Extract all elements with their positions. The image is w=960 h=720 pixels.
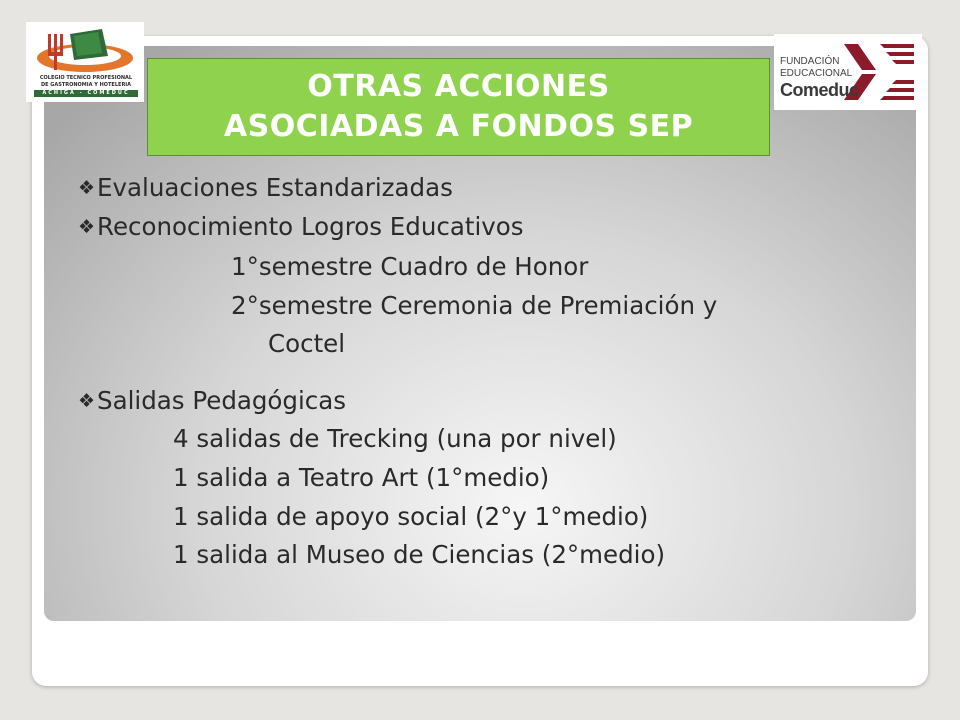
slide-title-line2: ASOCIADAS A FONDOS SEP xyxy=(223,109,694,144)
bullet-item xyxy=(78,212,524,241)
sub-item: Coctel xyxy=(268,329,346,358)
foundation-logo xyxy=(774,34,922,110)
foundation-logo-line1: FUNDACIÓN xyxy=(780,56,840,67)
school-logo xyxy=(26,22,144,102)
bullet-text: Salidas Pedagógicas xyxy=(97,386,347,415)
foundation-logo-line2: EDUCACIONAL xyxy=(780,68,853,79)
school-logo-line3: ACHIGA - COMEDUC xyxy=(34,90,138,97)
diamond-bullet-icon: ❖ xyxy=(78,390,96,412)
diamond-bullet-icon: ❖ xyxy=(78,216,96,238)
foundation-logo-line3: Comeduc xyxy=(780,80,859,100)
school-logo-graphic xyxy=(32,26,138,76)
school-logo-line2: DE GASTRONOMIA Y HOTELERIA xyxy=(40,82,132,88)
sub-item: 2°semestre Ceremonia de Premiación y xyxy=(231,291,718,320)
slide-title-line1: OTRAS ACCIONES xyxy=(307,69,610,104)
slide-title-box xyxy=(147,58,770,156)
bullet-item xyxy=(78,173,453,202)
bullet-text: Reconocimiento Logros Educativos xyxy=(97,212,524,241)
diamond-bullet-icon: ❖ xyxy=(78,177,96,199)
bullet-item xyxy=(78,386,346,415)
sub-item: 1°semestre Cuadro de Honor xyxy=(231,252,589,281)
sub-item: 1 salida de apoyo social (2°y 1°medio) xyxy=(173,502,649,531)
school-logo-line1: COLEGIO TECNICO PROFESIONAL xyxy=(39,75,133,81)
sub-item: 4 salidas de Trecking (una por nivel) xyxy=(173,424,617,453)
sub-item: 1 salida a Teatro Art (1°medio) xyxy=(173,463,550,492)
sub-item: 1 salida al Museo de Ciencias (2°medio) xyxy=(173,540,666,569)
bullet-text: Evaluaciones Estandarizadas xyxy=(97,173,453,202)
